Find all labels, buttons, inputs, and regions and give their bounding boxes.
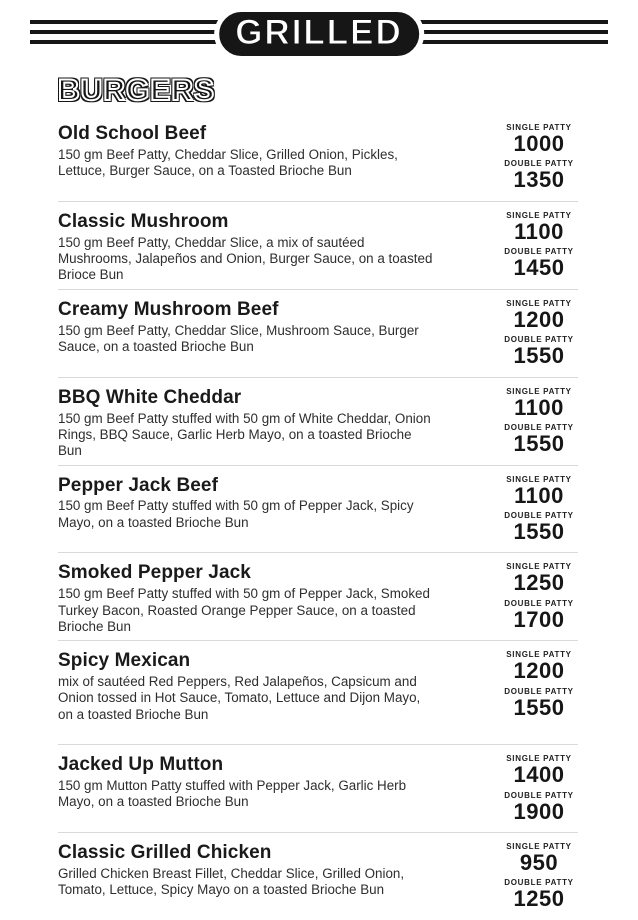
item-prices [480, 648, 598, 723]
item-prices [480, 121, 598, 196]
item-prices [480, 297, 598, 372]
double-patty-label: DOUBLE PATTY [504, 247, 574, 257]
item-description: mix of sautéed Red Peppers, Red Jalapeños, Capsicum and Onion tossed in Hot Sauce, Tomato, Lettuce and Dijon Mayo, on a toasted Brioche Bun [58, 674, 421, 722]
item-name: Pepper Jack Beef [58, 474, 219, 496]
double-patty-price: 1900 [513, 798, 565, 824]
item-info [58, 752, 480, 810]
item-prices [480, 840, 598, 915]
double-patty-label: DOUBLE PATTY [504, 686, 574, 696]
item-info [58, 473, 480, 531]
item-description: 150 gm Beef Patty, Cheddar Slice, a mix of sautéed Mushrooms, Jalapeños and Onion, Burger Sauce, on a toasted Brioce Bun [58, 234, 433, 283]
item-info [58, 840, 480, 898]
item-prices [480, 385, 598, 460]
item-name: Classic Mushroom [58, 210, 229, 232]
double-patty-label: DOUBLE PATTY [504, 510, 574, 520]
item-info [58, 385, 480, 460]
single-patty-price: 1100 [514, 394, 564, 420]
single-patty-price: 1250 [513, 570, 565, 596]
double-patty-price: 1250 [513, 886, 565, 912]
menu-item [58, 201, 578, 289]
logo-band [0, 8, 638, 62]
double-patty-label: DOUBLE PATTY [504, 335, 574, 345]
item-name: Spicy Mexican [58, 650, 191, 672]
item-description: 150 gm Beef Patty stuffed with 50 gm of White Cheddar, Onion Rings, BBQ Sauce, Garlic Herb Mayo, on a toasted Brioche Bun [58, 410, 431, 458]
menu-item [58, 377, 578, 465]
single-patty-label: SINGLE PATTY [506, 650, 572, 660]
menu-item [58, 289, 578, 377]
menu-item-list [58, 114, 578, 920]
item-description: 150 gm Beef Patty, Cheddar Slice, Grilled Onion, Pickles, Lettuce, Burger Sauce, on a Toasted Brioche Bun [58, 146, 398, 179]
double-patty-label: DOUBLE PATTY [504, 159, 574, 169]
single-patty-label: SINGLE PATTY [506, 386, 572, 396]
item-description: Grilled Chicken Breast Fillet, Cheddar Slice, Grilled Onion, Tomato, Lettuce, Spicy Mayo on a toasted Brioche Bun [58, 865, 405, 898]
double-patty-price: 1350 [513, 167, 565, 193]
double-patty-price: 1550 [513, 694, 565, 720]
double-patty-price: 1700 [513, 606, 565, 632]
item-info [58, 121, 480, 179]
item-name: Smoked Pepper Jack [58, 562, 251, 584]
section-title: BURGERS [58, 74, 216, 107]
item-description: 150 gm Mutton Patty stuffed with Pepper Jack, Garlic Herb Mayo, on a toasted Brioche Bun [58, 778, 407, 810]
item-info [58, 648, 480, 723]
item-name: Old School Beef [58, 123, 207, 144]
double-patty-price: 1450 [513, 255, 565, 281]
menu-item [58, 640, 578, 744]
single-patty-price: 1400 [513, 762, 565, 788]
single-patty-price: 1200 [513, 306, 565, 332]
item-name: BBQ White Cheddar [58, 386, 242, 408]
item-description: 150 gm Beef Patty stuffed with 50 gm of Pepper Jack, Smoked Turkey Bacon, Roasted Orange Pepper Sauce, on a toasted Brioche Bun [58, 586, 430, 634]
menu-item [58, 552, 578, 640]
single-patty-price: 950 [519, 850, 559, 875]
item-description: 150 gm Beef Patty stuffed with 50 gm of Pepper Jack, Spicy Mayo, on a toasted Brioche Bun [58, 498, 414, 530]
item-info [58, 209, 480, 284]
item-info [58, 560, 480, 635]
item-name: Classic Grilled Chicken [58, 842, 272, 863]
single-patty-price: 1100 [514, 218, 564, 244]
item-prices [480, 752, 598, 827]
menu-item [58, 114, 578, 201]
single-patty-price: 1100 [514, 482, 564, 508]
item-prices [480, 473, 598, 548]
single-patty-label: SINGLE PATTY [506, 562, 572, 572]
item-name: Creamy Mushroom Beef [58, 298, 279, 320]
logo-badge [215, 8, 423, 60]
single-patty-label: SINGLE PATTY [506, 754, 572, 764]
double-patty-price: 1550 [513, 343, 565, 369]
double-patty-label: DOUBLE PATTY [504, 598, 574, 608]
single-patty-label: SINGLE PATTY [506, 474, 572, 484]
item-description: 150 gm Beef Patty, Cheddar Slice, Mushroom Sauce, Burger Sauce, on a toasted Brioche Bun [58, 322, 419, 354]
double-patty-price: 1550 [513, 518, 565, 544]
menu-page [0, 8, 638, 920]
item-prices [480, 209, 598, 284]
single-patty-price: 1000 [513, 131, 565, 156]
item-prices [480, 560, 598, 635]
item-info [58, 297, 480, 355]
menu-item [58, 832, 578, 920]
single-patty-label: SINGLE PATTY [506, 298, 572, 308]
double-patty-label: DOUBLE PATTY [504, 423, 574, 433]
menu-item [58, 465, 578, 553]
double-patty-label: DOUBLE PATTY [504, 790, 574, 800]
single-patty-price: 1200 [513, 658, 565, 684]
item-name: Jacked Up Mutton [58, 754, 224, 776]
single-patty-label: SINGLE PATTY [506, 842, 572, 851]
single-patty-label: SINGLE PATTY [506, 210, 572, 220]
menu-item [58, 744, 578, 832]
single-patty-label: SINGLE PATTY [506, 123, 572, 132]
double-patty-price: 1550 [513, 431, 565, 457]
double-patty-label: DOUBLE PATTY [504, 878, 574, 888]
logo-text: GRILLED [235, 13, 403, 52]
